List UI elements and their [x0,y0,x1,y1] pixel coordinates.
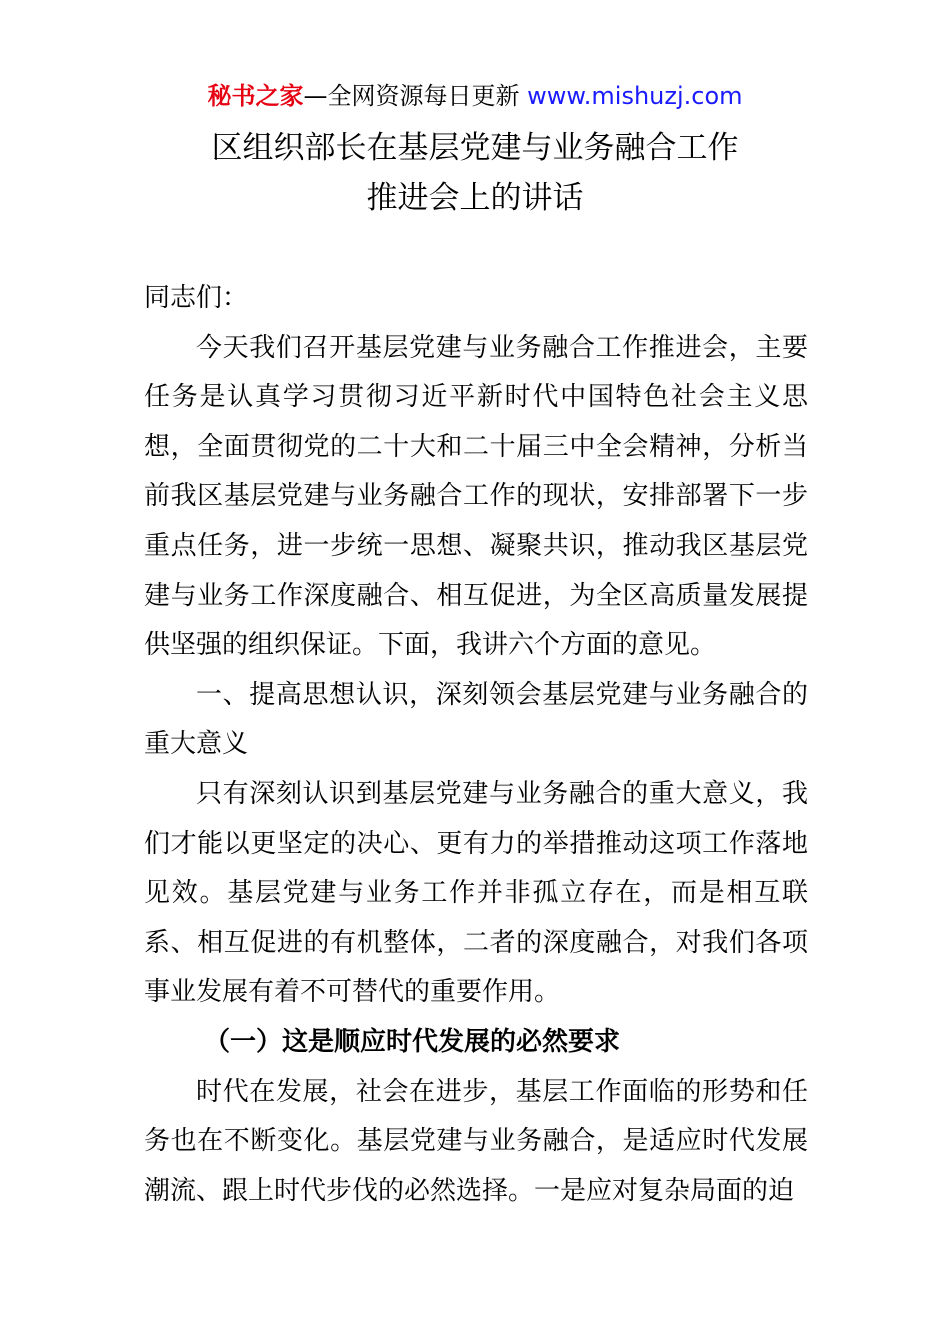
document-title-line-2: 推进会上的讲话 [366,180,584,216]
site-url[interactable]: www.mishuzj.com [527,82,743,110]
subsection-heading: （一）这是顺应时代发展的必然要求 [204,1026,621,1057]
section-paragraph: 只有深刻认识到基层党建与业务融合的重大意义，我们才能以更坚定的决心、更有力的举措推动这项工作落地见效。基层党建与业务工作并非孤立存在，而是相互联系、相互促进的有机整体，二者的深度融合，对我们各项事业发展有着不可替代的重要作用。 [144,778,808,1008]
salutation: 同志们： [144,283,249,313]
site-tagline: —全网资源每日更新 [303,82,528,110]
document-body [144,274,808,1216]
site-name: 秘书之家 [207,82,304,110]
document-title-line-1: 区组织部长在基层党建与业务融合工作 [211,130,739,166]
site-header [0,80,950,112]
section-heading: 一、提高思想认识，深刻领会基层党建与业务融合的重大意义 [144,679,808,760]
intro-paragraph: 今天我们召开基层党建与业务融合工作推进会，主要任务是认真学习贯彻习近平新时代中国特色社会主义思想，全面贯彻党的二十大和二十届三中全会精神，分析当前我区基层党建与业务融合工作的现状，安排部署下一步重点任务，进一步统一思想、凝聚共识，推动我区基层党建与业务工作深度融合、相互促进，为全区高质量发展提供坚强的组织保证。下面，我讲六个方面的意见。 [144,332,808,661]
subsection-paragraph: 时代在发展，社会在进步，基层工作面临的形势和任务也在不断变化。基层党建与业务融合，是适应时代发展潮流、跟上时代步伐的必然选择。一是应对复杂局面的迫 [144,1076,808,1206]
